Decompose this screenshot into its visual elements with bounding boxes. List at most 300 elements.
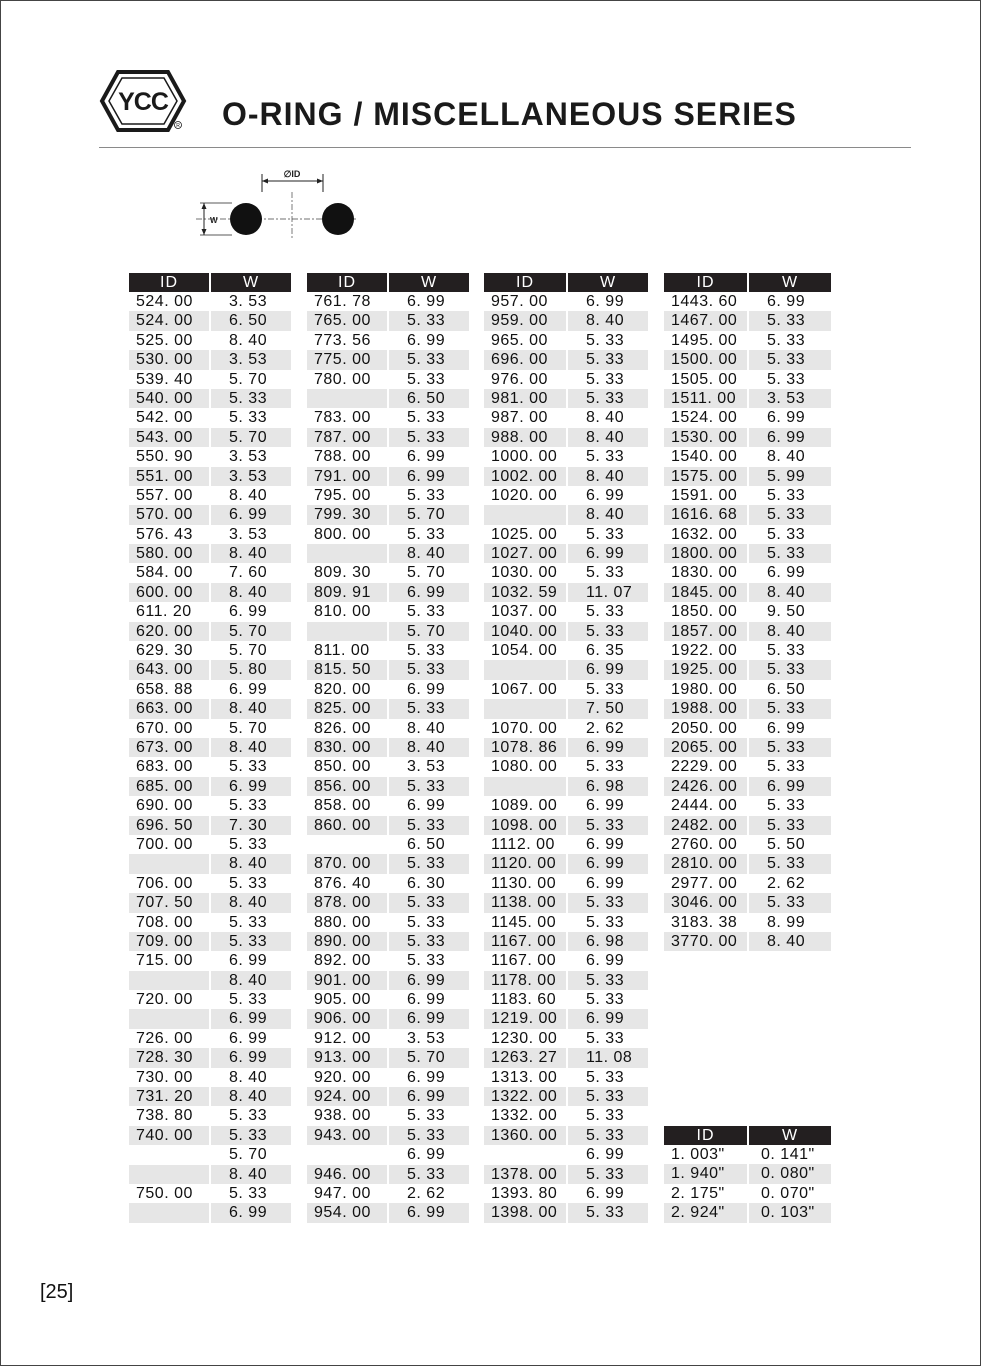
cell-w: 5. 33 [568,1087,648,1106]
table-row [664,796,831,815]
table-row [307,467,469,486]
cell-w: 6. 99 [389,1087,469,1106]
cell-id: 706. 00 [136,874,193,892]
cell-id: 1002. 00 [484,467,566,486]
header-id: ID [129,273,209,292]
table-row [307,990,469,1009]
cell-w: 5. 70 [229,370,268,388]
cell-id: 860. 00 [307,816,387,835]
table-row [129,525,291,544]
header-id: ID [484,273,566,292]
cell-id: 1089. 00 [491,797,558,815]
cell-id: 524. 00 [129,311,209,330]
cell-id: 1540. 00 [671,448,738,466]
cell-w: 9. 50 [767,603,806,621]
ycc-logo [98,70,188,132]
table-row [484,913,648,932]
cell-w: 6. 99 [586,952,625,970]
table-row [129,292,291,311]
cell-w: 5. 33 [389,932,469,951]
table-row [129,816,291,835]
table-row [307,719,469,738]
cell-w: 0. 141" [761,1146,815,1163]
table-row [484,738,648,757]
table-row [484,1068,648,1087]
table-row [129,408,291,427]
cell-w: 5. 33 [389,350,469,369]
cell-id: 1616. 68 [664,505,747,524]
cell-w: 3. 53 [229,525,268,543]
cell-id: 2065. 00 [664,738,747,757]
table-row [129,602,291,621]
cell-w: 5. 33 [568,971,648,990]
cell-w: 6. 99 [229,680,268,698]
cell-id: 3770. 00 [664,932,747,951]
table-row [307,835,469,854]
cell-id: 1145. 00 [491,913,557,931]
cell-id: 1925. 00 [664,660,747,679]
cell-id: 658. 88 [136,680,193,698]
table-row [484,719,648,738]
cell-id: 947. 00 [314,1184,371,1202]
cell-id: 1098. 00 [484,816,566,835]
table-row [129,428,291,447]
cell-w: 5. 33 [211,389,291,408]
table-row [307,641,469,660]
table-row [307,1203,469,1222]
cell-id: 2444. 00 [671,797,738,815]
cell-w: 5. 33 [407,486,446,504]
cell-w: 8. 40 [211,854,291,873]
cell-w: 6. 50 [767,680,806,698]
cell-id: 870. 00 [307,854,387,873]
cell-w: 8. 99 [767,913,806,931]
table-row [484,447,648,466]
cell-w: 5. 33 [749,699,831,718]
cell-w: 6. 99 [586,1184,625,1202]
cell-id: 1524. 00 [671,409,738,427]
cell-w: 8. 40 [229,486,268,504]
cell-w: 5. 33 [749,738,831,757]
cell-w: 5. 99 [749,467,831,486]
table-row [664,486,831,505]
table-row [484,777,648,796]
cell-w: 6. 99 [229,1029,268,1047]
table-row [664,1203,831,1222]
cell-w: 5. 33 [389,311,469,330]
table-row [129,835,291,854]
table-row [664,1145,831,1164]
cell-w: 2. 62 [767,874,806,892]
cell-id: 1178. 00 [484,971,566,990]
cell-id: 2977. 00 [671,874,738,892]
table-row [307,1145,469,1164]
cell-w: 6. 99 [586,486,625,504]
cell-id: 780. 00 [314,370,371,388]
table-row [307,1087,469,1106]
cell-w: 8. 40 [568,311,648,330]
table-header [307,273,469,292]
cell-id: 1067. 00 [491,680,558,698]
cell-id: 1632. 00 [671,525,738,543]
cell-id: 629. 30 [136,642,193,660]
cell-w: 5. 33 [407,913,446,931]
cell-id: 708. 00 [136,913,193,931]
cell-w: 3. 53 [407,758,446,776]
table-row [664,699,831,718]
cell-id: 965. 00 [491,331,548,349]
table-row [129,738,291,757]
cell-id: 1467. 00 [664,311,747,330]
cell-id: 1112. 00 [491,835,555,853]
table-header [129,273,291,292]
cell-id [129,1145,209,1164]
cell-w: 5. 70 [389,1048,469,1067]
cell-id: 850. 00 [314,758,371,776]
table-row [129,486,291,505]
table-row [484,971,648,990]
cell-w: 5. 33 [407,1107,446,1125]
cell-w: 6. 99 [568,738,648,757]
cell-id: 580. 00 [129,544,209,563]
table-row [484,622,648,641]
cell-w: 6. 99 [211,1048,291,1067]
cell-w: 6. 99 [407,293,446,310]
cell-w: 5. 33 [229,874,268,892]
cell-w: 8. 40 [211,738,291,757]
cell-w: 6. 50 [211,311,291,330]
table-row [664,389,831,408]
cell-w: 5. 33 [767,525,806,543]
cell-w: 5. 33 [229,1107,268,1125]
table-row [664,835,831,854]
cell-id: 826. 00 [314,719,371,737]
cell-id [129,1009,209,1028]
table-row [664,311,831,330]
cell-w: 5. 50 [767,835,806,853]
cell-id: 876. 40 [314,874,371,892]
cell-id: 878. 00 [307,893,387,912]
cell-w: 5. 70 [229,1146,268,1164]
table-row [484,1048,648,1067]
cell-w: 5. 33 [568,389,648,408]
cell-id: 730. 00 [136,1068,193,1086]
cell-w: 5. 33 [749,816,831,835]
cell-w: 8. 40 [749,932,831,951]
table-row [484,331,648,350]
table-header [664,273,831,292]
table-row [484,1087,648,1106]
table-row [129,719,291,738]
cell-id [129,971,209,990]
table-row [307,1029,469,1048]
cell-id: 539. 40 [136,370,193,388]
cell-w: 6. 99 [211,1203,291,1222]
cell-w: 8. 40 [211,1165,291,1184]
cell-id: 1167. 00 [491,952,557,970]
table-row [129,990,291,1009]
cell-w: 5. 33 [389,854,469,873]
table-row [484,311,648,330]
table-row [129,660,291,679]
table-header [664,1126,831,1145]
header-id: ID [664,273,747,292]
table-row [664,563,831,582]
table-row [129,563,291,582]
table-row [129,1029,291,1048]
table-row [484,370,648,389]
cell-w: 5. 33 [568,1203,648,1222]
table-row [129,1068,291,1087]
cell-id: 1830. 00 [671,564,738,582]
table-row [129,622,291,641]
cell-id: 1. 003" [671,1146,725,1163]
table-row [664,854,831,873]
cell-w: 5. 80 [211,660,291,679]
table-row [129,1184,291,1203]
table-row [307,505,469,524]
cell-w: 5. 33 [407,370,446,388]
cell-w: 6. 99 [568,854,648,873]
table-row [129,350,291,369]
cell-w: 5. 33 [229,409,268,427]
cell-w: 5. 33 [586,448,625,466]
cell-id: 2. 924" [664,1203,747,1222]
cell-w: 8. 40 [211,893,291,912]
cell-id [484,699,566,718]
cell-w: 6. 99 [568,1009,648,1028]
cell-id: 787. 00 [307,428,387,447]
cell-id: 3183. 38 [671,913,738,931]
cell-w: 6. 99 [211,505,291,524]
table-row [307,525,469,544]
cell-id: 924. 00 [307,1087,387,1106]
cell-id: 1845. 00 [664,583,747,602]
cell-w: 5. 70 [389,622,469,641]
cell-id [484,505,566,524]
table-row [129,447,291,466]
table-row [129,1087,291,1106]
table-row [129,1203,291,1222]
cell-w: 6. 99 [229,952,268,970]
cell-id: 584. 00 [136,564,193,582]
table-row [484,563,648,582]
cell-id: 1032. 59 [484,583,566,602]
table-row [484,1126,648,1145]
cell-id: 858. 00 [314,797,371,815]
table-row [484,292,648,311]
table-row [664,932,831,951]
table-row [484,602,648,621]
cell-id: 830. 00 [307,738,387,757]
cell-id: 1. 940" [664,1164,747,1183]
cell-w: 6. 99 [749,428,831,447]
cell-id: 696. 50 [129,816,209,835]
cell-w: 6. 50 [389,389,469,408]
cell-id: 690. 00 [136,797,193,815]
cell-w: 6. 99 [749,777,831,796]
table-row [307,699,469,718]
cell-w: 8. 40 [749,622,831,641]
cell-id: 670. 00 [136,719,193,737]
cell-id: 1393. 80 [491,1184,558,1202]
cell-w: 6. 99 [586,1146,625,1164]
cell-id: 3046. 00 [664,893,747,912]
cell-w: 5. 33 [767,642,806,660]
cell-id: 913. 00 [307,1048,387,1067]
table-row [664,350,831,369]
table-row [664,428,831,447]
header-id: ID [307,273,387,292]
cell-id: 720. 00 [136,991,193,1009]
oring-inch-table [664,1126,831,1223]
table-row [664,447,831,466]
table-row [307,874,469,893]
cell-id [129,1203,209,1222]
table-row [484,835,648,854]
table-row [307,951,469,970]
cell-w: 8. 40 [767,448,806,466]
cell-id: 1322. 00 [484,1087,566,1106]
cell-w: 6. 99 [407,331,446,349]
cell-w: 8. 40 [389,544,469,563]
table-row [307,932,469,951]
cell-w: 11. 08 [568,1048,648,1067]
cell-w: 5. 33 [749,311,831,330]
table-row [664,913,831,932]
cell-w: 6. 99 [389,583,469,602]
cell-w: 6. 99 [211,1009,291,1028]
table-row [129,893,291,912]
header-w: W [749,1126,831,1145]
table-row [307,913,469,932]
cell-id: 1922. 00 [671,642,738,660]
cell-w: 6. 99 [767,409,806,427]
cell-id: 906. 00 [307,1009,387,1028]
cell-id: 1167. 00 [484,932,566,951]
table-row [484,757,648,776]
table-row [307,1165,469,1184]
oring-table-2 [307,273,469,1223]
table-row [307,1068,469,1087]
cell-w: 6. 99 [586,293,625,310]
cell-w: 5. 33 [586,991,625,1009]
cell-w: 6. 98 [568,777,648,796]
table-row [664,680,831,699]
cell-w: 5. 33 [389,777,469,796]
table-row [129,699,291,718]
table-row [664,660,831,679]
table-row [484,1165,648,1184]
cell-id: 1219. 00 [484,1009,566,1028]
oring-table-3 [484,273,648,1223]
cell-w: 5. 33 [389,428,469,447]
cell-w: 5. 33 [389,699,469,718]
cell-id: 788. 00 [314,448,371,466]
table-row [484,583,648,602]
cell-id: 696. 00 [484,350,566,369]
cell-id: 1027. 00 [484,544,566,563]
cell-id: 1591. 00 [671,486,738,504]
cell-id: 1360. 00 [484,1126,566,1145]
cell-id: 728. 30 [129,1048,209,1067]
cell-id: 700. 00 [136,835,193,853]
cell-id: 1443. 60 [671,293,738,310]
table-row [484,544,648,563]
cell-w: 8. 40 [407,719,446,737]
cell-w: 5. 33 [229,758,268,776]
cell-w: 5. 33 [767,370,806,388]
cell-w: 5. 33 [389,893,469,912]
cell-id: 815. 50 [307,660,387,679]
table-row [307,350,469,369]
cell-id [129,854,209,873]
table-row [129,1165,291,1184]
cell-w: 6. 99 [407,991,446,1009]
cell-id: 1183. 60 [491,991,557,1009]
cell-w: 5. 33 [586,331,625,349]
table-row [664,602,831,621]
cell-id: 1020. 00 [491,486,558,504]
cell-w: 5. 33 [568,816,648,835]
cell-id: 761. 78 [314,293,371,310]
table-row [129,777,291,796]
cell-w: 6. 98 [568,932,648,951]
cell-w: 8. 40 [211,971,291,990]
cell-id: 643. 00 [129,660,209,679]
header-divider [99,147,911,148]
cell-w: 5. 33 [767,486,806,504]
table-row [484,660,648,679]
cell-w: 6. 99 [586,835,625,853]
cell-id: 1000. 00 [491,448,558,466]
cell-id: 791. 00 [307,467,387,486]
cell-id [484,660,566,679]
cell-id: 1575. 00 [664,467,747,486]
cell-w: 3. 53 [229,448,268,466]
table-row [484,680,648,699]
cell-id: 540. 00 [129,389,209,408]
cell-id: 1398. 00 [484,1203,566,1222]
table-row [129,951,291,970]
id-label: ∅ID [283,169,301,179]
cell-w: 5. 33 [749,350,831,369]
cell-w: 6. 99 [407,680,446,698]
table-row [664,525,831,544]
table-row [484,893,648,912]
cell-id: 570. 00 [129,505,209,524]
table-row [129,757,291,776]
cell-w: 5. 33 [749,854,831,873]
cell-id: 954. 00 [307,1203,387,1222]
cell-id: 892. 00 [314,952,371,970]
cell-w: 0. 103" [749,1203,831,1222]
table-row [664,467,831,486]
cell-id: 856. 00 [307,777,387,796]
cell-id: 880. 00 [314,913,371,931]
table-row [307,1126,469,1145]
cell-id: 2050. 00 [671,719,738,737]
table-row [664,738,831,757]
cell-id: 1505. 00 [671,370,738,388]
header-w: W [211,273,291,292]
table-row [307,1048,469,1067]
cell-w: 5. 33 [586,913,625,931]
table-row [307,757,469,776]
cell-w: 2. 62 [586,719,625,737]
svg-text:R: R [176,123,180,129]
cell-id: 738. 80 [136,1107,193,1125]
